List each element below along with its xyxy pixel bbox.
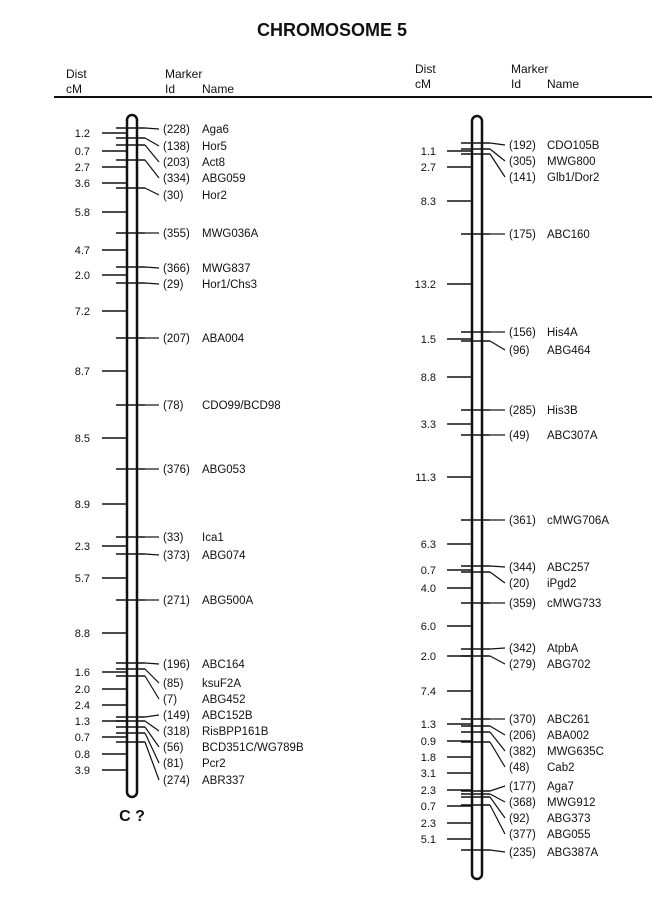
interval-distance: 2.7	[420, 162, 436, 174]
marker-id: (156)	[509, 327, 536, 339]
marker-id: (305)	[509, 156, 536, 168]
marker-leader	[490, 786, 505, 791]
marker-name: ABR337	[202, 775, 245, 787]
marker-name: ABC152B	[202, 710, 253, 722]
marker-name: iPgd2	[547, 578, 577, 590]
marker-leader	[490, 566, 505, 567]
chromosome-left	[75, 124, 304, 787]
chromosome-end-label: C ?	[119, 808, 145, 825]
interval-distance: 0.9	[420, 736, 436, 748]
marker-leader	[145, 283, 159, 284]
marker-name: MWG635C	[547, 746, 604, 758]
interval-distance: 1.8	[420, 752, 436, 764]
marker-id: (96)	[509, 345, 530, 357]
marker-id: (175)	[509, 229, 536, 241]
marker-name: ABG702	[547, 659, 591, 671]
marker-name: Hor5	[202, 141, 227, 153]
marker-leader	[145, 267, 159, 268]
marker-leader	[145, 138, 159, 146]
marker-id: (370)	[509, 714, 536, 726]
header-name-right: Name	[547, 77, 580, 91]
marker-id: (203)	[163, 157, 190, 169]
interval-distance: 2.3	[420, 818, 436, 830]
interval-distance: 4.7	[74, 245, 90, 257]
marker-name: ABA004	[202, 333, 245, 345]
marker-id: (355)	[163, 228, 190, 240]
marker-name: CDO105B	[547, 140, 600, 152]
marker-id: (206)	[509, 730, 536, 742]
interval-distance: 8.5	[74, 433, 90, 445]
marker-name: Act8	[202, 157, 226, 169]
interval-distance: 13.2	[414, 279, 436, 291]
marker-id: (7)	[163, 694, 178, 706]
interval-distance: 8.8	[74, 628, 90, 640]
marker-id: (228)	[163, 124, 190, 136]
marker-leader	[490, 648, 505, 649]
marker-id: (48)	[509, 762, 530, 774]
marker-id: (138)	[163, 141, 190, 153]
interval-distance: 3.6	[74, 178, 90, 190]
header-cm-left: cM	[66, 82, 82, 96]
interval-distance: 0.8	[74, 749, 90, 761]
marker-leader	[490, 572, 505, 583]
marker-name: ABG500A	[202, 595, 254, 607]
marker-id: (196)	[163, 659, 190, 671]
interval-distance: 3.9	[74, 765, 90, 777]
marker-id: (344)	[509, 562, 536, 574]
marker-name: MWG036A	[202, 228, 259, 240]
interval-distance: 1.1	[420, 146, 436, 158]
marker-name: Ica1	[202, 532, 224, 544]
interval-distance: 5.8	[74, 207, 90, 219]
marker-id: (235)	[509, 847, 536, 859]
interval-distance: 0.7	[74, 732, 90, 744]
chromosome-left-bar	[127, 115, 137, 797]
marker-leader	[490, 154, 505, 177]
marker-id: (92)	[509, 813, 530, 825]
marker-id: (49)	[509, 430, 530, 442]
marker-name: RisBPP161B	[202, 726, 269, 738]
marker-id: (56)	[163, 742, 184, 754]
marker-name: MWG912	[547, 797, 596, 809]
header-marker-left: Marker	[165, 67, 203, 81]
marker-id: (373)	[163, 550, 190, 562]
marker-name: ABG452	[202, 694, 246, 706]
marker-name: ABG074	[202, 550, 246, 562]
marker-id: (271)	[163, 595, 190, 607]
marker-id: (285)	[509, 405, 536, 417]
marker-name: ABC307A	[547, 430, 598, 442]
marker-name: ABC160	[547, 229, 590, 241]
marker-id: (359)	[509, 598, 536, 610]
marker-id: (361)	[509, 515, 536, 527]
marker-id: (85)	[163, 678, 184, 690]
interval-distance: 2.7	[74, 162, 90, 174]
marker-name: His4A	[547, 327, 578, 339]
interval-distance: 6.0	[420, 621, 436, 633]
interval-distance: 5.7	[74, 573, 90, 585]
marker-id: (192)	[509, 140, 536, 152]
interval-distance: 4.0	[420, 583, 436, 595]
marker-name: His3B	[547, 405, 578, 417]
interval-distance: 6.3	[420, 539, 436, 551]
marker-id: (334)	[163, 173, 190, 185]
map-title: CHROMOSOME 5	[256, 20, 408, 40]
marker-id: (318)	[163, 726, 190, 738]
interval-distance: 8.9	[74, 499, 90, 511]
marker-id: (141)	[509, 172, 536, 184]
marker-id: (20)	[509, 578, 530, 590]
marker-name: Aga6	[202, 124, 229, 136]
interval-distance: 2.4	[74, 700, 90, 712]
marker-leader	[490, 726, 505, 735]
interval-distance: 0.7	[420, 565, 436, 577]
marker-id: (78)	[163, 400, 184, 412]
marker-leader	[145, 669, 159, 683]
interval-distance: 11.3	[415, 472, 436, 484]
marker-id: (368)	[509, 797, 536, 809]
marker-name: MWG837	[202, 263, 251, 275]
marker-id: (377)	[509, 829, 536, 841]
marker-leader	[490, 732, 505, 751]
marker-name: ABG373	[547, 813, 591, 825]
marker-leader	[145, 715, 159, 717]
marker-id: (274)	[163, 775, 190, 787]
interval-distance: 1.3	[420, 719, 436, 731]
marker-name: ABC261	[547, 714, 590, 726]
marker-id: (149)	[163, 710, 190, 722]
marker-name: cMWG706A	[547, 515, 609, 527]
marker-leader	[145, 554, 159, 555]
marker-name: Hor1/Chs3	[202, 279, 257, 291]
marker-name: MWG800	[547, 156, 596, 168]
marker-name: BCD351C/WG789B	[202, 742, 304, 754]
marker-id: (376)	[163, 464, 190, 476]
interval-distance: 7.2	[74, 306, 90, 318]
header-dist-left: Dist	[66, 67, 87, 81]
interval-distance: 5.1	[420, 834, 436, 846]
marker-id: (30)	[163, 190, 184, 202]
header-id-left: Id	[165, 82, 176, 96]
marker-name: Cab2	[547, 762, 575, 774]
header-id-right: Id	[511, 77, 522, 91]
marker-id: (366)	[163, 263, 190, 275]
marker-name: ABG055	[547, 829, 591, 841]
interval-distance: 2.3	[74, 541, 90, 553]
marker-leader	[145, 663, 159, 664]
marker-id: (33)	[163, 532, 184, 544]
interval-distance: 1.3	[74, 716, 90, 728]
interval-distance: 2.0	[74, 270, 90, 282]
marker-name: Pcr2	[202, 758, 226, 770]
interval-distance: 0.7	[74, 146, 90, 158]
interval-distance: 1.5	[420, 334, 436, 346]
marker-name: ABG053	[202, 464, 246, 476]
interval-distance: 1.6	[74, 667, 90, 679]
marker-leader	[145, 160, 159, 178]
chromosome-right	[415, 140, 610, 859]
marker-name: ABG387A	[547, 847, 599, 859]
interval-distance: 2.0	[74, 684, 90, 696]
marker-leader	[490, 341, 505, 350]
interval-distance: 8.8	[420, 372, 436, 384]
marker-leader	[490, 143, 505, 145]
marker-leader	[490, 149, 505, 161]
marker-name: Aga7	[547, 781, 574, 793]
marker-leader	[490, 742, 505, 767]
marker-id: (29)	[163, 279, 184, 291]
header-marker-right: Marker	[511, 62, 549, 76]
interval-distance: 8.7	[74, 366, 90, 378]
marker-name: ABG464	[547, 345, 591, 357]
marker-leader	[490, 656, 505, 664]
marker-name: AtpbA	[547, 643, 579, 655]
marker-leader	[490, 850, 505, 852]
marker-name: ABG059	[202, 173, 246, 185]
marker-name: ABC164	[202, 659, 245, 671]
marker-leader	[145, 676, 159, 699]
interval-distance: 0.7	[420, 801, 436, 813]
interval-distance: 8.3	[420, 196, 436, 208]
marker-id: (177)	[509, 781, 536, 793]
interval-distance: 3.3	[420, 419, 436, 431]
header-name-left: Name	[202, 82, 235, 96]
marker-id: (279)	[509, 659, 536, 671]
marker-leader	[145, 128, 159, 129]
interval-distance: 2.3	[420, 785, 436, 797]
marker-name: Glb1/Dor2	[547, 172, 600, 184]
marker-name: ksuF2A	[202, 678, 241, 690]
interval-distance: 3.1	[420, 768, 436, 780]
marker-name: cMWG733	[547, 598, 602, 610]
marker-id: (207)	[163, 333, 190, 345]
marker-id: (382)	[509, 746, 536, 758]
marker-name: Hor2	[202, 190, 227, 202]
header-dist-right: Dist	[415, 62, 436, 76]
marker-name: ABA002	[547, 730, 590, 742]
interval-distance: 2.0	[420, 651, 436, 663]
marker-leader	[490, 805, 505, 834]
interval-distance: 1.2	[74, 128, 90, 140]
header-cm-right: cM	[415, 77, 431, 91]
chromosome-right-bar	[472, 116, 482, 879]
marker-id: (342)	[509, 643, 536, 655]
marker-name: CDO99/BCD98	[202, 400, 281, 412]
marker-leader	[145, 188, 159, 195]
marker-leader	[145, 145, 159, 162]
marker-id: (81)	[163, 758, 184, 770]
marker-name: ABC257	[547, 562, 590, 574]
interval-distance: 7.4	[420, 686, 436, 698]
